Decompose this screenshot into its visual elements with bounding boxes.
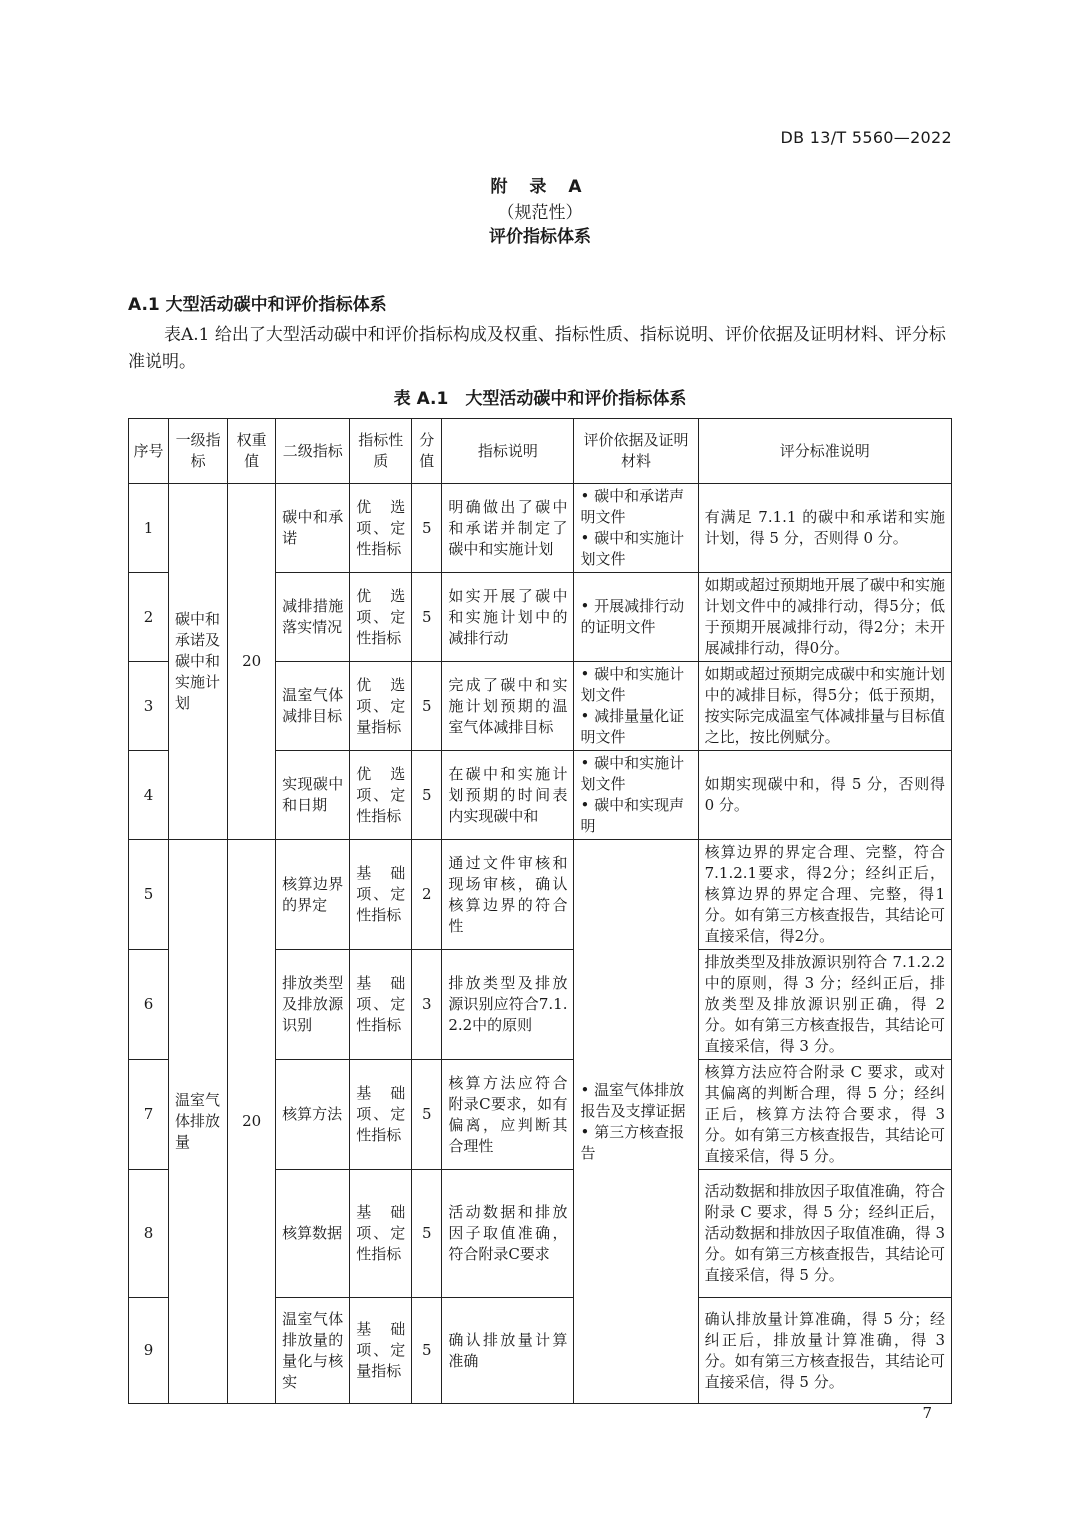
evidence-item: • 碳中和实施计划文件: [580, 665, 685, 704]
level2-indicator: 实现碳中和日期: [276, 751, 350, 840]
indicator-description: 排放类型及排放源识别应符合7.1.2.2中的原则: [442, 950, 574, 1060]
header-cell: 序号: [129, 419, 169, 484]
level2-indicator: 核算方法: [276, 1060, 350, 1170]
level2-indicator: 核算边界的界定: [276, 840, 350, 950]
header-cell: 评分标准说明: [698, 419, 951, 484]
document-code: DB 13/T 5560—2022: [780, 128, 952, 147]
evidence-item: • 减排量量化证明文件: [580, 707, 685, 746]
scoring-criteria: 核算边界的界定合理、完整，符合 7.1.2.1要求，得2分；经纠正后，核算边界的界定合理、完整，得1分。如有第三方核查报告，其结论可直接采信，得2分。: [698, 840, 951, 950]
scoring-criteria: 核算方法应符合附录 C 要求，或对其偏离的判断合理，得 5 分；经纠正后，核算方法符合要求，得 3 分。如有第三方核查报告，其结论可直接采信，得 5 分。: [698, 1060, 951, 1170]
indicator-description: 完成了碳中和实施计划预期的温室气体减排目标: [442, 662, 574, 751]
indicator-nature: 优选项、定性指标: [350, 573, 412, 662]
level2-indicator: 温室气体排放量的量化与核实: [276, 1298, 350, 1404]
indicator-nature: 基础项、定量指标: [350, 1298, 412, 1404]
row-number: 4: [129, 751, 169, 840]
row-number: 3: [129, 662, 169, 751]
evidence-materials: [574, 573, 698, 662]
intro-paragraph: 表A.1 给出了大型活动碳中和评价指标构成及权重、指标性质、指标说明、评价依据及证明材料、评分标准说明。: [128, 325, 946, 372]
page-number: 7: [922, 1404, 932, 1422]
evidence-item: • 开展减排行动的证明文件: [580, 597, 685, 636]
indicator-nature: 基础项、定性指标: [350, 1170, 412, 1298]
table-row: [129, 484, 952, 573]
level2-indicator: 温室气体减排目标: [276, 662, 350, 751]
indicator-description: 如实开展了碳中和实施计划中的减排行动: [442, 573, 574, 662]
row-number: 1: [129, 484, 169, 573]
scoring-criteria: 确认排放量计算准确，得 5 分；经纠正后，排放量计算准确，得 3 分。如有第三方核查报告，其结论可直接采信，得 5 分。: [698, 1298, 951, 1404]
appendix-subtitle: （规范性）: [497, 203, 583, 223]
score-value: 3: [412, 950, 442, 1060]
indicator-nature: 优选项、定性指标: [350, 484, 412, 573]
row-number: 5: [129, 840, 169, 950]
score-value: 2: [412, 840, 442, 950]
evidence-item: • 碳中和实施计划文件: [580, 529, 685, 568]
score-value: 5: [412, 1060, 442, 1170]
table-header-row: [129, 419, 952, 484]
indicator-nature: 优选项、定量指标: [350, 662, 412, 751]
indicator-nature: 基础项、定性指标: [350, 1060, 412, 1170]
level2-indicator: 核算数据: [276, 1170, 350, 1298]
indicator-description: 明确做出了碳中和承诺并制定了碳中和实施计划: [442, 484, 574, 573]
header-cell: 分值: [412, 419, 442, 484]
weight-value: 20: [228, 484, 276, 840]
level1-indicator: 碳中和承诺及碳中和实施计划: [169, 484, 228, 840]
weight-value: 20: [228, 840, 276, 1404]
score-value: 5: [412, 662, 442, 751]
indicator-description: 活动数据和排放因子取值准确，符合附录C要求: [442, 1170, 574, 1298]
scoring-criteria: 如期或超过预期完成碳中和实施计划中的减排目标，得5分；低于预期，按实际完成温室气体减排量与目标值之比，按比例赋分。: [698, 662, 951, 751]
evidence-item: • 第三方核查报告: [580, 1122, 685, 1162]
evidence-materials: [574, 662, 698, 751]
evidence-materials: [574, 484, 698, 573]
evidence-materials: [574, 840, 698, 1404]
indicator-nature: 基础项、定性指标: [350, 840, 412, 950]
score-value: 5: [412, 1170, 442, 1298]
row-number: 7: [129, 1060, 169, 1170]
table-row: [129, 840, 952, 950]
header-cell: 二级指标: [276, 419, 350, 484]
score-value: 5: [412, 1298, 442, 1404]
evidence-item: • 碳中和承诺声明文件: [580, 487, 685, 526]
scoring-criteria: 如期或超过预期地开展了碳中和实施计划文件中的减排行动，得5分；低于预期开展减排行动，得2分；未开展减排行动，得0分。: [698, 573, 951, 662]
scoring-criteria: 如期实现碳中和，得 5 分，否则得 0 分。: [698, 751, 951, 840]
level2-indicator: 减排措施落实情况: [276, 573, 350, 662]
appendix-title: 附 录 A: [490, 177, 590, 197]
evidence-materials: [574, 751, 698, 840]
indicator-table: [128, 418, 952, 1404]
scoring-criteria: 有满足 7.1.1 的碳中和承诺和实施计划，得 5 分，否则得 0 分。: [698, 484, 951, 573]
scoring-criteria: 活动数据和排放因子取值准确，符合附录 C 要求，得 5 分；经纠正后，活动数据和排放因子取值准确，得 3 分。如有第三方核查报告，其结论可直接采信，得 5 分。: [698, 1170, 951, 1298]
header-cell: 权重值: [228, 419, 276, 484]
header-cell: 评价依据及证明材料: [574, 419, 698, 484]
header-cell: 指标说明: [442, 419, 574, 484]
table-caption: 表 A.1 大型活动碳中和评价指标体系: [393, 389, 687, 409]
indicator-description: 核算方法应符合附录C要求，如有偏离，应判断其合理性: [442, 1060, 574, 1170]
evidence-item: • 碳中和实施计划文件: [580, 754, 685, 793]
indicator-description: 在碳中和实施计划预期的时间表内实现碳中和: [442, 751, 574, 840]
header-cell: 一级指标: [169, 419, 228, 484]
scoring-criteria: 排放类型及排放源识别符合 7.1.2.2 中的原则，得 3 分；经纠正后，排放类型及排放源识别正确，得 2 分。如有第三方核查报告，其结论可直接采信，得 3 分。: [698, 950, 951, 1060]
level2-indicator: 排放类型及排放源识别: [276, 950, 350, 1060]
section-heading: A.1 大型活动碳中和评价指标体系: [128, 295, 387, 315]
row-number: 2: [129, 573, 169, 662]
score-value: 5: [412, 573, 442, 662]
indicator-description: 确认排放量计算准确: [442, 1298, 574, 1404]
appendix-heading: 评价指标体系: [489, 227, 591, 247]
level2-indicator: 碳中和承诺: [276, 484, 350, 573]
indicator-nature: 基础项、定性指标: [350, 950, 412, 1060]
score-value: 5: [412, 751, 442, 840]
score-value: 5: [412, 484, 442, 573]
evidence-item: • 温室气体排放报告及支撑证据: [580, 1080, 686, 1120]
row-number: 9: [129, 1298, 169, 1404]
evidence-item: • 碳中和实现声明: [580, 796, 685, 835]
level1-indicator: 温室气体排放量: [169, 840, 228, 1404]
indicator-nature: 优选项、定性指标: [350, 751, 412, 840]
row-number: 8: [129, 1170, 169, 1298]
header-cell: 指标性质: [350, 419, 412, 484]
row-number: 6: [129, 950, 169, 1060]
indicator-description: 通过文件审核和现场审核，确认核算边界的符合性: [442, 840, 574, 950]
